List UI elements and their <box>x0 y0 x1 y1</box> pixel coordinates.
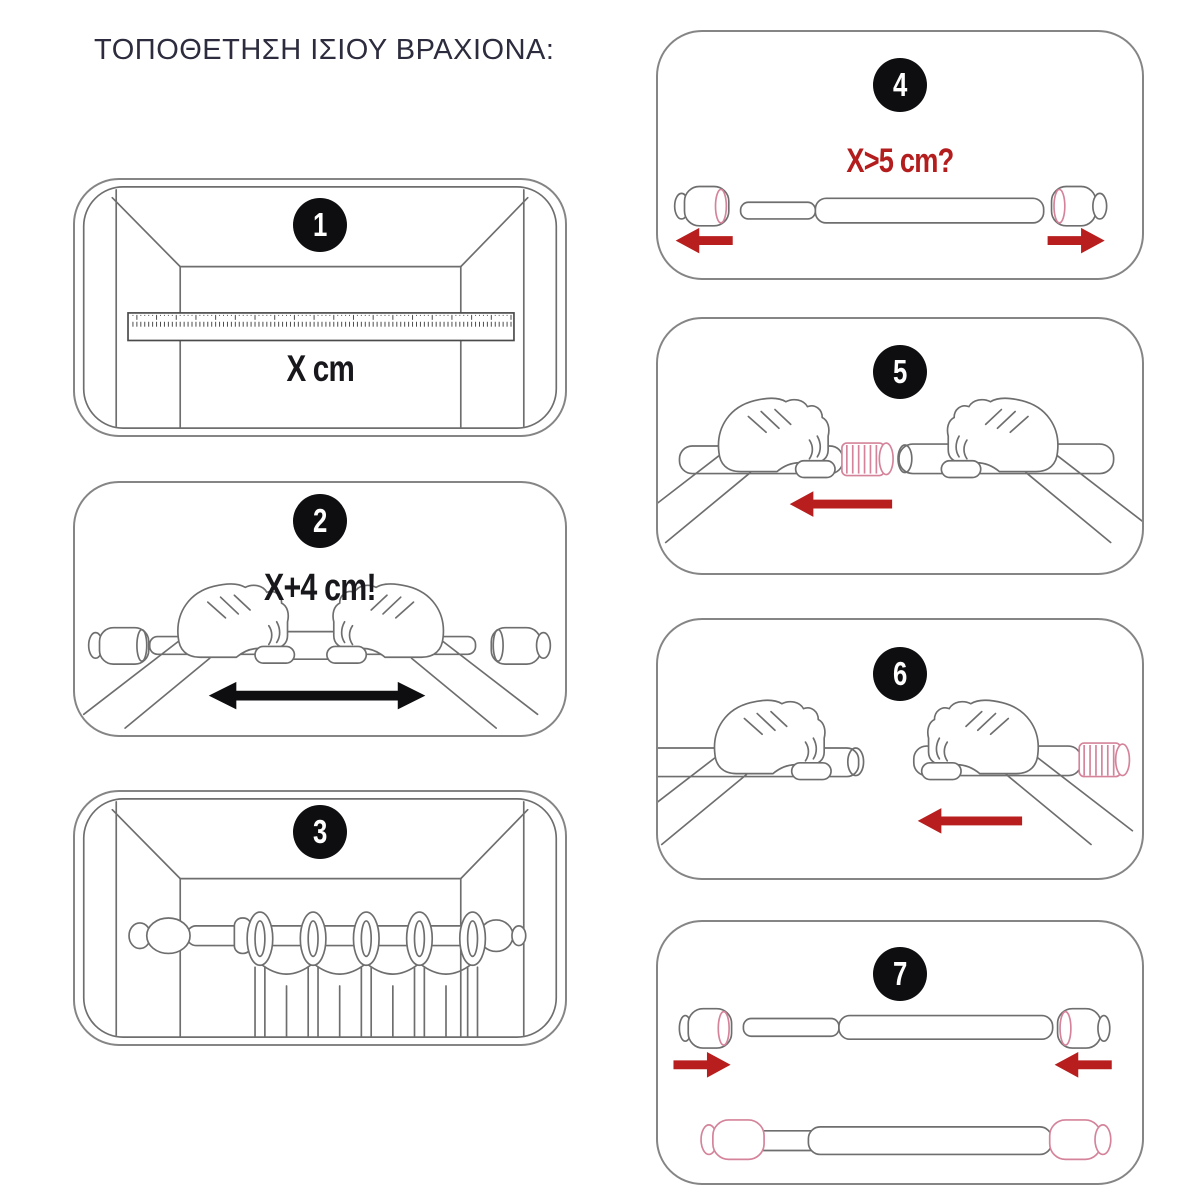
step-7-badge <box>873 947 927 1001</box>
step-panel-3 <box>73 790 567 1046</box>
red-arrow-left-icon <box>676 228 733 254</box>
step-panel-4 <box>656 30 1144 280</box>
assembled-rod <box>701 1120 1111 1159</box>
step-panel-6 <box>656 618 1144 880</box>
step-number: 6 <box>892 655 908 692</box>
telescopic-rod <box>743 1016 1052 1040</box>
step-number: 3 <box>312 813 328 850</box>
curtain <box>255 963 477 1036</box>
end-cap-left-icon <box>679 1009 731 1048</box>
end-cap-left-icon <box>675 186 729 225</box>
step-6-badge <box>873 647 927 701</box>
page-title: ΤΟΠΟΘΕΤΗΣΗ ΙΣΙΟΥ ΒΡΑΧΙΟΝΑ: <box>94 34 555 66</box>
red-arrow-left-icon <box>790 491 892 517</box>
step-number: 4 <box>892 66 908 103</box>
extend-length-text: X+4 cm! <box>264 567 376 609</box>
step-2-badge <box>293 494 347 548</box>
end-cap-left-icon <box>89 628 149 664</box>
spring-icon <box>1079 743 1129 776</box>
step-number: 5 <box>892 353 908 390</box>
step-4-badge <box>873 58 927 112</box>
telescopic-rod <box>741 198 1044 223</box>
check-length-label <box>658 142 1142 181</box>
step-5-badge <box>873 345 927 399</box>
step-panel-5 <box>656 317 1144 575</box>
measurement-text: X cm <box>286 348 354 389</box>
step-panel-2 <box>73 481 567 737</box>
step-number: 7 <box>892 955 908 992</box>
end-cap-right-icon <box>1052 186 1107 225</box>
red-arrow-left-icon <box>918 808 1022 834</box>
check-length-text: X>5 cm? <box>846 142 954 180</box>
spring-icon <box>842 443 893 475</box>
end-cap-right-icon <box>491 628 550 664</box>
double-arrow-icon <box>209 682 426 710</box>
hand-icon-right <box>941 398 1142 542</box>
ruler-icon <box>128 313 514 341</box>
step-number: 1 <box>312 206 328 243</box>
step-number: 2 <box>312 502 328 539</box>
measurement-label <box>75 348 565 390</box>
end-cap-right-icon <box>1058 1009 1110 1048</box>
step-panel-7 <box>656 920 1144 1185</box>
red-arrow-inward-left-icon <box>673 1052 730 1078</box>
step-1-badge <box>293 198 347 252</box>
red-arrow-inward-right-icon <box>1055 1052 1112 1078</box>
extend-length-label <box>75 567 565 610</box>
step-3-badge <box>293 805 347 859</box>
red-arrow-right-icon <box>1048 228 1105 254</box>
step-panel-1 <box>73 178 567 437</box>
